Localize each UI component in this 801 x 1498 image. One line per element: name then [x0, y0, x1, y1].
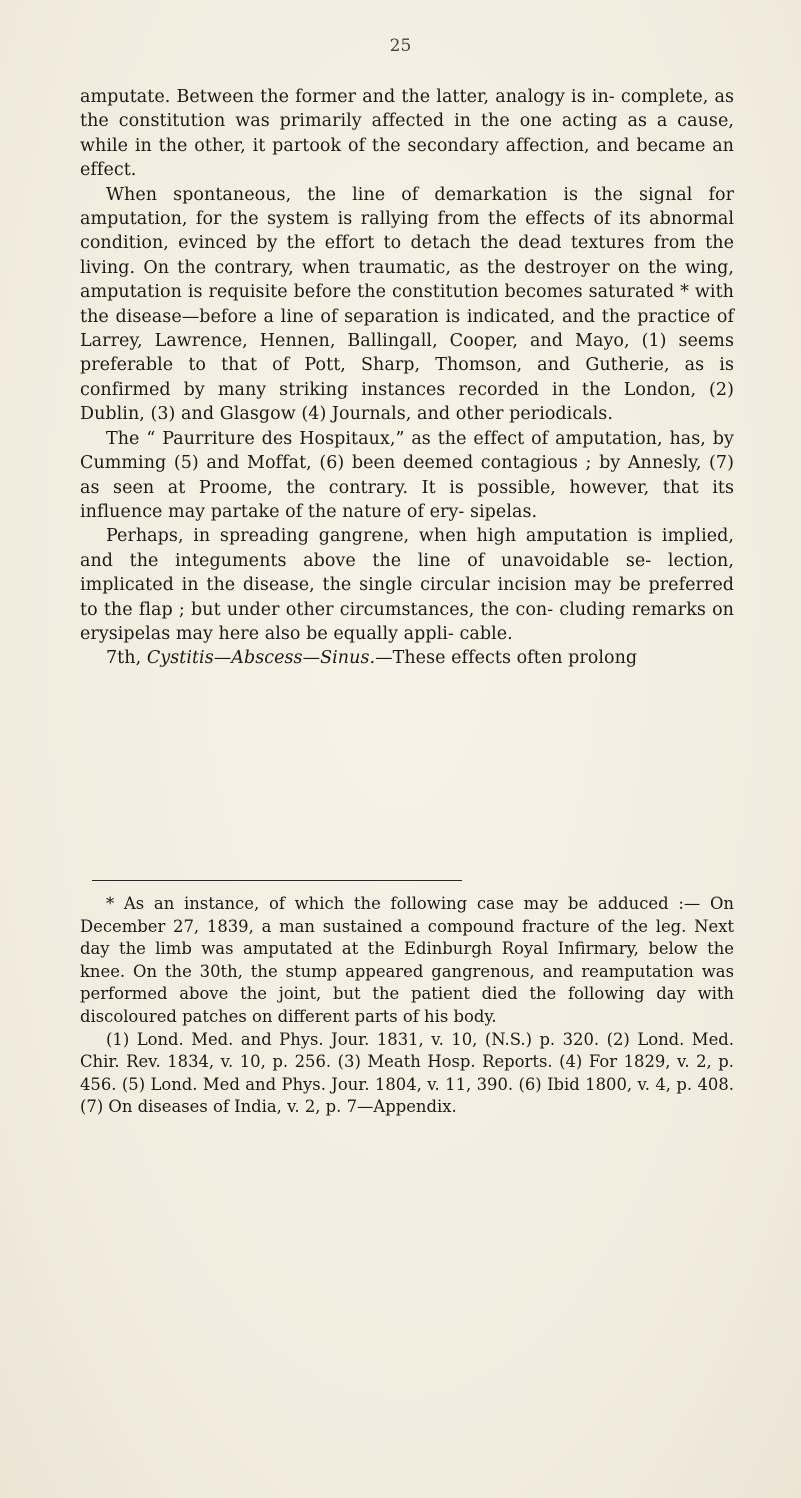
paragraph-2: When spontaneous, the line of demarkation is the signal for amputation, for the system is rallying from the effects of its abnormal condition, evinced by the effort to detach the dead textures from the living. On the contrary, when traumatic, as the destroyer on the wing, amputation is requisite before the constitution becomes saturated * with the disease—before a line of separation is indicated, and the practice of Larrey, Lawrence, Hennen, Ballingall, Cooper, and Mayo, (1) seems preferable to that of Pott, Sharp, Thomson, and Gutherie, as is confirmed by many striking instances recorded in the London, (2) Dublin, (3) and Glasgow (4) Journals, and other periodicals. — [80, 184, 734, 425]
footnote-star: * As an instance, of which the following case may be adduced :— On December 27, 1839, a man sustained a compound fracture of the leg. Next day the limb was amputated at the Edinburgh Royal Infirmary, below the knee. On the 30th, the stump appeared gangrenous, and reamputation was performed above the joint, but the patient died the following day with discoloured patches on different parts of his body. — [80, 894, 734, 1026]
paragraph-4: Perhaps, in spreading gangrene, when high amputation is implied, and the integuments above the line of unavoidable se- lection, implicated in the disease, the single circular incision may be preferred to the flap ; but under other circumstances, the con- cluding remarks on erysipelas may here also be equally appli- cable. — [80, 526, 734, 644]
main-text — [80, 85, 734, 671]
page-number: 25 — [389, 36, 412, 56]
paragraph-5 — [80, 646, 734, 670]
footnotes — [80, 893, 734, 1119]
paragraph-5-lead: 7th, — [106, 648, 147, 669]
paragraph-3: The “ Paurriture des Hospitaux,” as the effect of amputation, has, by Cumming (5) and Moffat, (6) been deemed contagious ; by Annesly, (7) as seen at Proome, the contrary. It is possible, however, that its influence may partake of the nature of ery- sipelas. — [80, 428, 734, 522]
paragraph-1: amputate. Between the former and the latter, analogy is in- complete, as the constitution was primarily affected in the one acting as a cause, while in the other, it partook of the secondary affection, and became an effect. — [80, 87, 734, 181]
paragraph-5-heading: Cystitis—Abscess—Sinus. — [146, 648, 376, 669]
paragraph-5-rest: —These effects often prolong — [375, 648, 638, 669]
footnote-references: (1) Lond. Med. and Phys. Jour. 1831, v. 10, (N.S.) p. 320. (2) Lond. Med. Chir. Rev. 1834, v. 10, p. 256. (3) Meath Hosp. Reports. (4) For 1829, v. 2, p. 456. (5) Lond. Med and Phys. Jour. 1804, v. 11, 390. (6) Ibid 1800, v. 4, p. 408. (7) On diseases of India, v. 2, p. 7—Appendix. — [80, 1029, 734, 1117]
footnote-divider — [92, 880, 462, 881]
